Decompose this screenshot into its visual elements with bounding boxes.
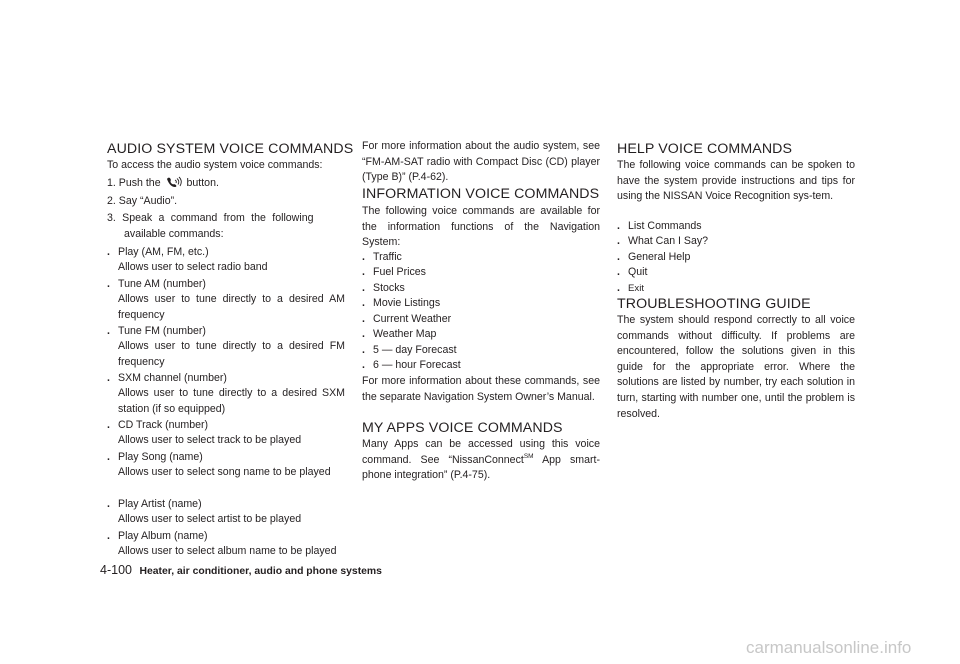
apps-text-a: Many Apps can be accessed using this voice command. See “NissanConnect [362,438,600,466]
bullet-icon: . [617,266,620,278]
list-item [362,327,436,343]
item-label: General Help [628,251,691,263]
list-item [107,529,208,545]
step-1-suffix: button. [186,177,219,189]
list-item [617,265,647,281]
item-label: Tune FM (number) [118,325,206,337]
item-label: Tune AM (number) [118,278,206,290]
section-title: Heater, air conditioner, audio and phone systems [139,566,382,577]
item-label: Movie Listings [373,297,441,309]
info-heading: INFORMATION VOICE COMMANDS [362,186,600,202]
item-label: CD Track (number) [118,419,209,431]
list-item [107,245,209,261]
bullet-icon: . [107,451,110,463]
item-label: Play Artist (name) [118,498,202,510]
item-label: What Can I Say? [628,235,709,247]
bullet-icon: . [362,282,365,294]
list-item [362,358,461,374]
list-item [617,281,644,297]
item-label: SXM channel (number) [118,372,227,384]
bullet-icon: . [107,246,110,258]
item-desc: Allows user to tune directly to a desired SXM station (if so equipped) [118,387,345,415]
bullet-icon: . [362,328,365,340]
item-desc: Allows user to tune directly to a desired FM frequency [118,340,345,368]
item-label: Quit [628,266,648,278]
step-2: 2. Say “Audio”. [107,195,178,207]
list-item [362,250,402,266]
step-1-text: 1. Push the [107,177,161,189]
list-item [107,324,206,340]
item-desc: Allows user to select radio band [118,261,268,273]
audio-intro: To access the audio system voice commands: [107,159,323,171]
service-mark: SM [523,452,534,460]
list-item [362,343,457,359]
item-label: List Commands [628,220,702,232]
list-item [617,234,708,250]
list-item [362,312,451,328]
list-item [617,219,702,235]
bullet-icon: . [617,282,620,294]
item-label: Weather Map [373,328,437,340]
item-label: Exit [628,283,644,294]
watermark: carmanualsonline.info [746,638,912,657]
bullet-icon: . [362,359,365,371]
trouble-text: The system should respond correctly to all voice commands without difficulty. If problems are encountered, follow the solutions given in this guide for the appropriate error. Where the solutions are listed by number, try each solution in turn, starting with number one, until the problem is resolved. [617,314,855,420]
step-3-cont: available commands: [124,228,224,240]
list-item [107,371,227,387]
item-label: Traffic [373,251,402,263]
step-3: 3. Speak a command from the following [107,212,314,224]
bullet-icon: . [107,325,110,337]
apps-heading: MY APPS VOICE COMMANDS [362,420,563,436]
item-label: 5 — day Forecast [373,344,457,356]
item-desc: Allows user to select song name to be played [118,466,331,478]
phone-voice-icon [166,176,182,188]
bullet-icon: . [617,220,620,232]
help-intro: The following voice commands can be spoken to have the system provide instructions and tips for using the NISSAN Voice Recognition sys-tem. [617,159,855,203]
bullet-icon: . [107,498,110,510]
bullet-icon: . [362,344,365,356]
apps-text-b: App smart-phone integration” (P.4-75). [362,453,600,482]
item-label: Play (AM, FM, etc.) [118,246,209,258]
audio-heading: AUDIO SYSTEM VOICE COMMANDS [107,141,354,157]
step-1 [107,176,345,192]
list-item [107,418,208,434]
item-label: Play Song (name) [118,451,203,463]
item-desc: Allows user to select artist to be played [118,513,302,525]
trouble-heading: TROUBLESHOOTING GUIDE [617,296,811,312]
bullet-icon: . [107,530,110,542]
item-desc: Allows user to tune directly to a desired AM frequency [118,293,345,321]
list-item [107,450,203,466]
item-label: 6 — hour Forecast [373,359,461,371]
bullet-icon: . [362,313,365,325]
info-intro: The following voice commands are available for the information functions of the Navigation System: [362,205,600,249]
list-item [107,277,206,293]
bullet-icon: . [362,297,365,309]
page-footer [100,561,382,579]
list-item [362,296,440,312]
bullet-icon: . [107,278,110,290]
bullet-icon: . [107,372,110,384]
list-item [362,281,405,297]
audio-more-info: For more information about the audio system, see “FM-AM-SAT radio with Compact Disc (CD) player (Type B)” (P.4-62). [362,140,600,184]
help-heading: HELP VOICE COMMANDS [617,141,793,157]
apps-text [362,437,600,484]
page-number: 4-100 [100,563,132,577]
list-item [107,497,202,513]
bullet-icon: . [362,251,365,263]
bullet-icon: . [362,266,365,278]
item-label: Current Weather [373,313,452,325]
info-more: For more information about these commands, see the separate Navigation System Owner’s Manual. [362,375,600,403]
item-desc: Allows user to select track to be played [118,434,302,446]
list-item [617,250,690,266]
item-label: Fuel Prices [373,266,426,278]
item-desc: Allows user to select album name to be played [118,545,337,557]
list-item [362,265,426,281]
bullet-icon: . [617,235,620,247]
bullet-icon: . [617,251,620,263]
item-label: Play Album (name) [118,530,208,542]
bullet-icon: . [107,419,110,431]
item-label: Stocks [373,282,405,294]
